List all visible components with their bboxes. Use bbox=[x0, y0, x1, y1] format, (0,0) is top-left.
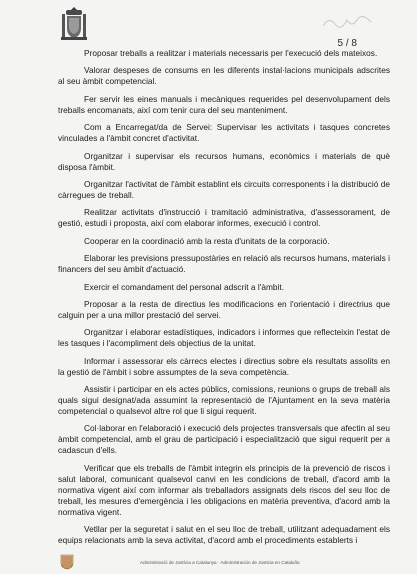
paragraph: Proposar a la resta de directius les modificacions en l'orientació i directrius que calguin per a una millor prestació del servei. bbox=[58, 298, 390, 320]
paragraph: Organitzar i supervisar els recursos humans, econòmics i materials de què disposa l'àmbit. bbox=[58, 150, 390, 172]
document-body bbox=[58, 48, 390, 553]
page-number: 5 / 8 bbox=[337, 38, 357, 49]
spanish-coat-of-arms-icon bbox=[60, 6, 88, 42]
paragraph: Valorar despeses de consums en les diferents instal·lacions municipals adscrites al seu àmbit competencial. bbox=[58, 65, 390, 87]
footer-text: Administració de Justícia a Catalunya · Administración de Justicia en Cataluña bbox=[140, 560, 300, 565]
paragraph: Col·laborar en l'elaboració i execució dels projectes transversals que afectin al seu àmbit competencial, amb el grau de participació i especialització que sigui requerit per a cadascun d'ells. bbox=[58, 423, 390, 456]
footer bbox=[0, 554, 417, 574]
paragraph: Realitzar activitats d'instrucció i tramitació administrativa, d'assessorament, de gestió, estudi i proposta, així com elaborar informes, execució i control. bbox=[58, 207, 390, 229]
paragraph: Vetllar per la seguretat i salut en el seu lloc de treball, utilitzant adequadament els equips relacionats amb la seva activitat, d'acord amb el procediments establerts i bbox=[58, 524, 390, 546]
paragraph: Verificar que els treballs de l'àmbit integrin els principis de la prevenció de riscos i salut laboral, comunicant qualsevol canvi en les condicions de treball, d'acord amb la normativa vigent així com informar als treballadors assignats dels riscos del seu lloc de treball, les mesures d'emergència i les obligacions en matèria preventiva, d'acord amb la normativa vigent. bbox=[58, 462, 390, 517]
paragraph: Cooperar en la coordinació amb la resta d'unitats de la corporació. bbox=[84, 235, 330, 246]
paragraph: Informar i assessorar els càrrecs electes i directius sobre els resultats assolits en la gestió de l'àmbit i sobre assumptes de la seva competència. bbox=[58, 355, 390, 377]
paragraph: Assistir i participar en els actes públics, comissions, reunions o grups de treball als quals sigui designat/ada assumint la representació de l'Ajuntament en la seva matèria competencial o qualsevol altre rol que li sigui requerit. bbox=[58, 384, 390, 417]
paragraph: Fer servir les eines manuals i mecàniques requerides pel desenvolupament dels treballs encomanats, així com tenir cura del seu manteniment. bbox=[58, 93, 390, 115]
paragraph: Proposar treballs a realitzar i materials necessaris per l'execució dels mateixos. bbox=[84, 48, 378, 58]
paragraph: Organitzar i elaborar estadístiques, indicadors i informes que reflecteixin l'estat de les tasques i l'acompliment dels objectius de la unitat. bbox=[58, 327, 390, 349]
paragraph: Exercir el comandament del personal adscrit a l'àmbit. bbox=[84, 281, 285, 292]
paragraph: Com a Encarregat/da de Servei: Supervisar les activitats i tasques concretes vinculades a l'àmbit concret d'activitat. bbox=[58, 122, 390, 144]
paragraph: Organitzar l'activitat de l'àmbit establint els circuits corresponents i la distribució de càrregues de treball. bbox=[58, 178, 390, 200]
generalitat-seal-icon bbox=[60, 554, 74, 570]
handwritten-mark bbox=[319, 10, 379, 34]
paragraph: Elaborar les previsions pressupostàries en relació als recursos humans, materials i financers del seu àmbit d'actuació. bbox=[58, 253, 391, 275]
